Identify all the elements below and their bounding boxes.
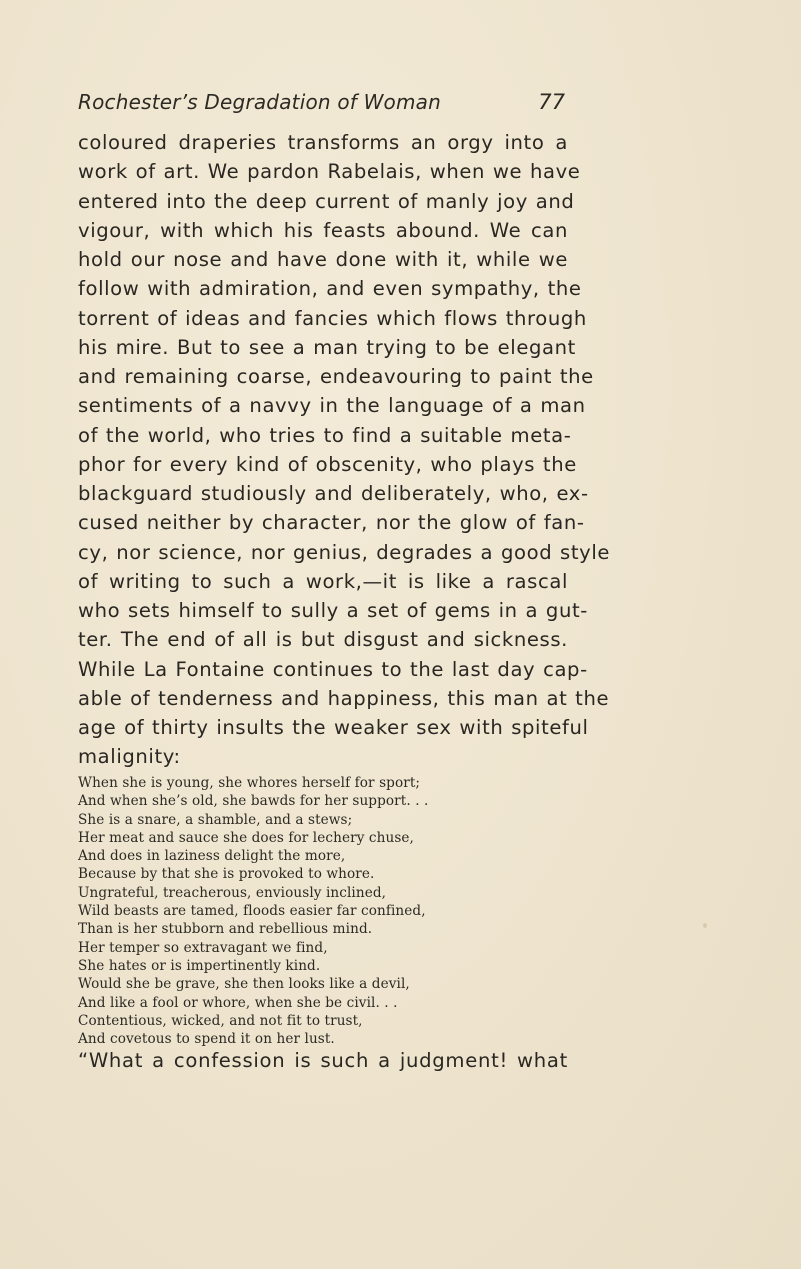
verse-line: She hates or is impertinently kind. bbox=[78, 957, 321, 974]
body-line: follow with admiration, and even sympathy, the bbox=[78, 277, 582, 301]
verse-line: And when she’s old, she bawds for her support. . . bbox=[78, 793, 429, 810]
verse-line: Wild beasts are tamed, floods easier far confined, bbox=[78, 903, 426, 920]
body-line: of the world, who tries to find a suitable meta- bbox=[78, 423, 572, 447]
verse-line: Would she be grave, she then looks like a devil, bbox=[78, 976, 410, 993]
verse-line: Because by that she is provoked to whore. bbox=[78, 866, 375, 883]
running-head bbox=[78, 90, 565, 120]
verse-line: Ungrateful, treacherous, enviously inclined, bbox=[78, 884, 387, 901]
running-head-title: Rochester’s Degradation of Woman bbox=[78, 90, 441, 114]
body-line: blackguard studiously and deliberately, who, ex- bbox=[78, 482, 589, 505]
body-line: entered into the deep current of manly joy and bbox=[78, 189, 575, 213]
body-line: coloured draperies transforms an orgy into a bbox=[78, 131, 568, 154]
body-line: phor for every kind of obscenity, who plays the bbox=[78, 452, 577, 476]
body-line: cy, nor science, nor genius, degrades a good style bbox=[78, 540, 611, 564]
paper-speck bbox=[703, 923, 707, 928]
verse-line: Her temper so extravagant we find, bbox=[78, 939, 328, 956]
body-line: hold our nose and have done with it, while we bbox=[78, 248, 568, 271]
verse-line: Her meat and sauce she does for lechery chuse, bbox=[78, 829, 414, 846]
page-number: 77 bbox=[538, 90, 565, 114]
verse-line: Than is her stubborn and rebellious mind. bbox=[78, 921, 373, 938]
body-line: his mire. But to see a man trying to be elegant bbox=[78, 335, 576, 359]
body-line: of writing to such a work,—it is like a rascal bbox=[78, 569, 568, 593]
verse-line: And covetous to spend it on her lust. bbox=[78, 1031, 335, 1048]
body-line: who sets himself to sully a set of gems in a gut- bbox=[78, 599, 588, 622]
verse-line: She is a snare, a shamble, and a stews; bbox=[78, 811, 353, 828]
verse-line: And does in laziness delight the more, bbox=[78, 848, 346, 865]
body-line: ter. The end of all is but disgust and sickness. bbox=[78, 628, 568, 652]
body-line: vigour, with which his feasts abound. We can bbox=[78, 218, 568, 242]
verse-quotation bbox=[78, 774, 568, 1048]
closing-line: “What a confession is such a judgment! what bbox=[78, 1049, 568, 1072]
body-paragraph bbox=[78, 128, 611, 772]
verse-line: Contentious, wicked, and not fit to trust, bbox=[78, 1012, 363, 1029]
body-line: sentiments of a navvy in the language of a man bbox=[78, 394, 586, 418]
verse-line: And like a fool or whore, when she be civil. . . bbox=[78, 994, 398, 1011]
body-line: age of thirty insults the weaker sex with spiteful bbox=[78, 716, 589, 739]
body-line: cused neither by character, nor the glow of fan- bbox=[78, 511, 585, 535]
body-line: malignity: bbox=[78, 745, 181, 769]
body-line: able of tenderness and happiness, this man at the bbox=[78, 686, 610, 710]
verse-line: When she is young, she whores herself for sport; bbox=[78, 775, 421, 791]
body-line: and remaining coarse, endeavouring to paint the bbox=[78, 365, 594, 388]
body-line: While La Fontaine continues to the last day cap- bbox=[78, 657, 588, 681]
body-line: work of art. We pardon Rabelais, when we have bbox=[78, 160, 581, 184]
body-line: torrent of ideas and fancies which flows through bbox=[78, 306, 587, 330]
